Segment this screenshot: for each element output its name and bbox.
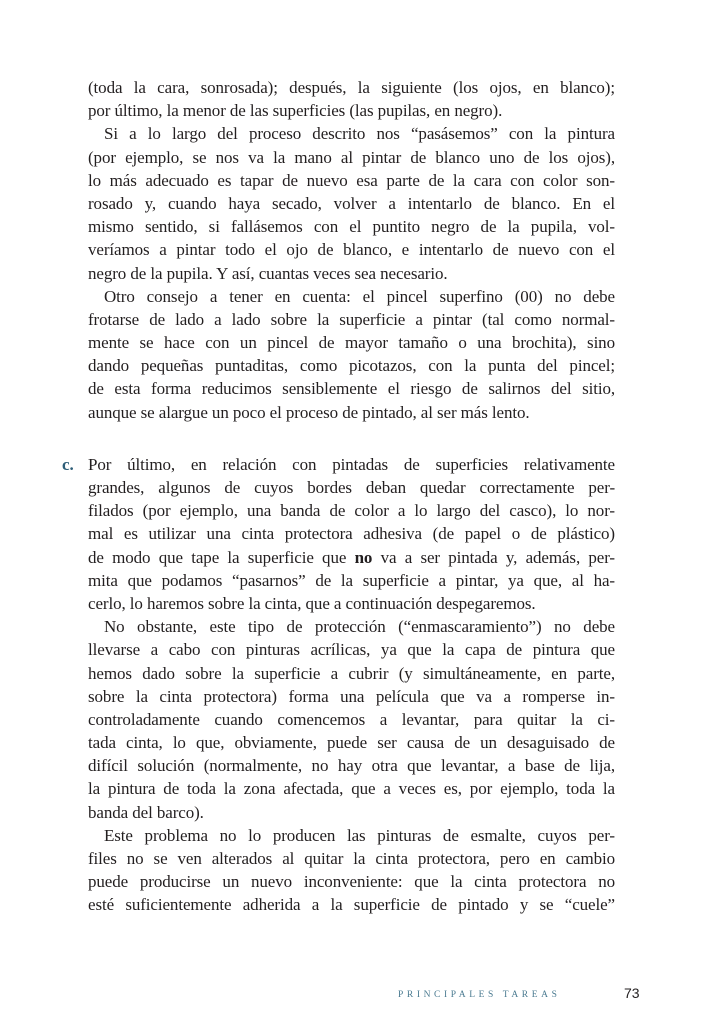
text-line: controladamente cuando comencemos a levantar, para quitar la ci- (88, 709, 615, 729)
text-line: cerlo, lo haremos sobre la cinta, que a continuación despegaremos. (88, 593, 536, 613)
text-segment: va a ser pintada y, además, per- (372, 547, 615, 567)
text-line: mal es utilizar una cinta protectora adhesiva (de papel o de plástico) (88, 524, 615, 544)
text-line: dando pequeñas puntaditas, como picotazos, con la punta del pincel; (88, 356, 615, 376)
text-line: esté suficientemente adherida a la superficie de pintado y se “cuele” (88, 895, 615, 915)
text-line: Este problema no lo producen las pinturas de esmalte, cuyos per- (104, 825, 615, 845)
text-line: frotarse de lado a lado sobre la superficie a pintar (tal como normal- (88, 309, 615, 329)
text-line: filados (por ejemplo, una banda de color a lo largo del casco), lo nor- (88, 501, 615, 521)
text-section (88, 76, 615, 424)
paragraph (88, 76, 615, 122)
text-line (88, 546, 615, 569)
paragraph (88, 824, 615, 917)
text-line: difícil solución (normalmente, no hay otra que levantar, a base de lija, (88, 756, 615, 776)
paragraph (88, 285, 615, 424)
text-line: la pintura de toda la zona afectada, que a veces es, por ejemplo, toda la (88, 779, 615, 799)
text-line: lo más adecuado es tapar de nuevo esa parte de la cara con color son- (88, 170, 615, 190)
text-line: (por ejemplo, se nos va la mano al pintar de blanco uno de los ojos), (88, 147, 615, 167)
paragraph (88, 453, 615, 615)
body-text (62, 76, 615, 917)
page-number: 73 (624, 985, 640, 1001)
text-line: hemos dado sobre la superficie a cubrir (y simultáneamente, en parte, (88, 663, 615, 683)
text-line: (toda la cara, sonrosada); después, la siguiente (los ojos, en blanco); (88, 78, 615, 97)
text-line: aunque se alargue un poco el proceso de pintado, al ser más lento. (88, 402, 530, 422)
paragraph (88, 122, 615, 284)
text-line: Si a lo largo del proceso descrito nos “pasásemos” con la pintura (104, 124, 615, 144)
list-marker: c. (62, 454, 74, 474)
text-line: Otro consejo a tener en cuenta: el pincel superfino (00) no debe (104, 286, 615, 306)
text-line: tada cinta, lo que, obviamente, puede ser causa de un desaguisado de (88, 733, 615, 753)
text-line: negro de la pupila. Y así, cuantas veces sea necesario. (88, 263, 448, 283)
text-line: puede producirse un nuevo inconveniente: que la cinta protectora no (88, 872, 615, 892)
text-line: mita que podamos “pasarnos” de la superficie a pintar, ya que, al ha- (88, 570, 615, 590)
text-line: files no se ven alterados al quitar la cinta protectora, pero en cambio (88, 849, 615, 868)
text-line: por último, la menor de las superficies (las pupilas, en negro). (88, 101, 503, 121)
list-item-section (62, 453, 615, 917)
text-line: veríamos a pintar todo el ojo de blanco, e intentarlo de nuevo con el (88, 240, 615, 260)
text-line: sobre la cinta protectora) forma una película que va a romperse in- (88, 686, 615, 706)
emphasis-text: no (354, 547, 373, 567)
text-line: rosado y, cuando haya secado, volver a intentarlo de blanco. En el (88, 193, 615, 213)
text-segment: de modo que tape la superficie que (88, 547, 355, 567)
text-line: de esta forma reducimos sensiblemente el riesgo de salirnos del sitio, (88, 379, 615, 399)
text-line: mismo sentido, si fallásemos con el puntito negro de la pupila, vol- (88, 217, 615, 237)
text-line: llevarse a cabo con pinturas acrílicas, ya que la capa de pintura que (88, 640, 615, 660)
text-line: mente se hace con un pincel de mayor tamaño o una brochita), sino (88, 333, 615, 353)
text-line: grandes, algunos de cuyos bordes deban quedar correctamente per- (88, 478, 615, 497)
paragraph (88, 615, 615, 824)
text-line: Por último, en relación con pintadas de superficies relativamente (88, 454, 615, 474)
running-footer-title: PRINCIPALES TAREAS (398, 990, 561, 1000)
text-line: No obstante, este tipo de protección (“enmascaramiento”) no debe (104, 617, 615, 637)
text-line: banda del barco). (88, 802, 204, 822)
